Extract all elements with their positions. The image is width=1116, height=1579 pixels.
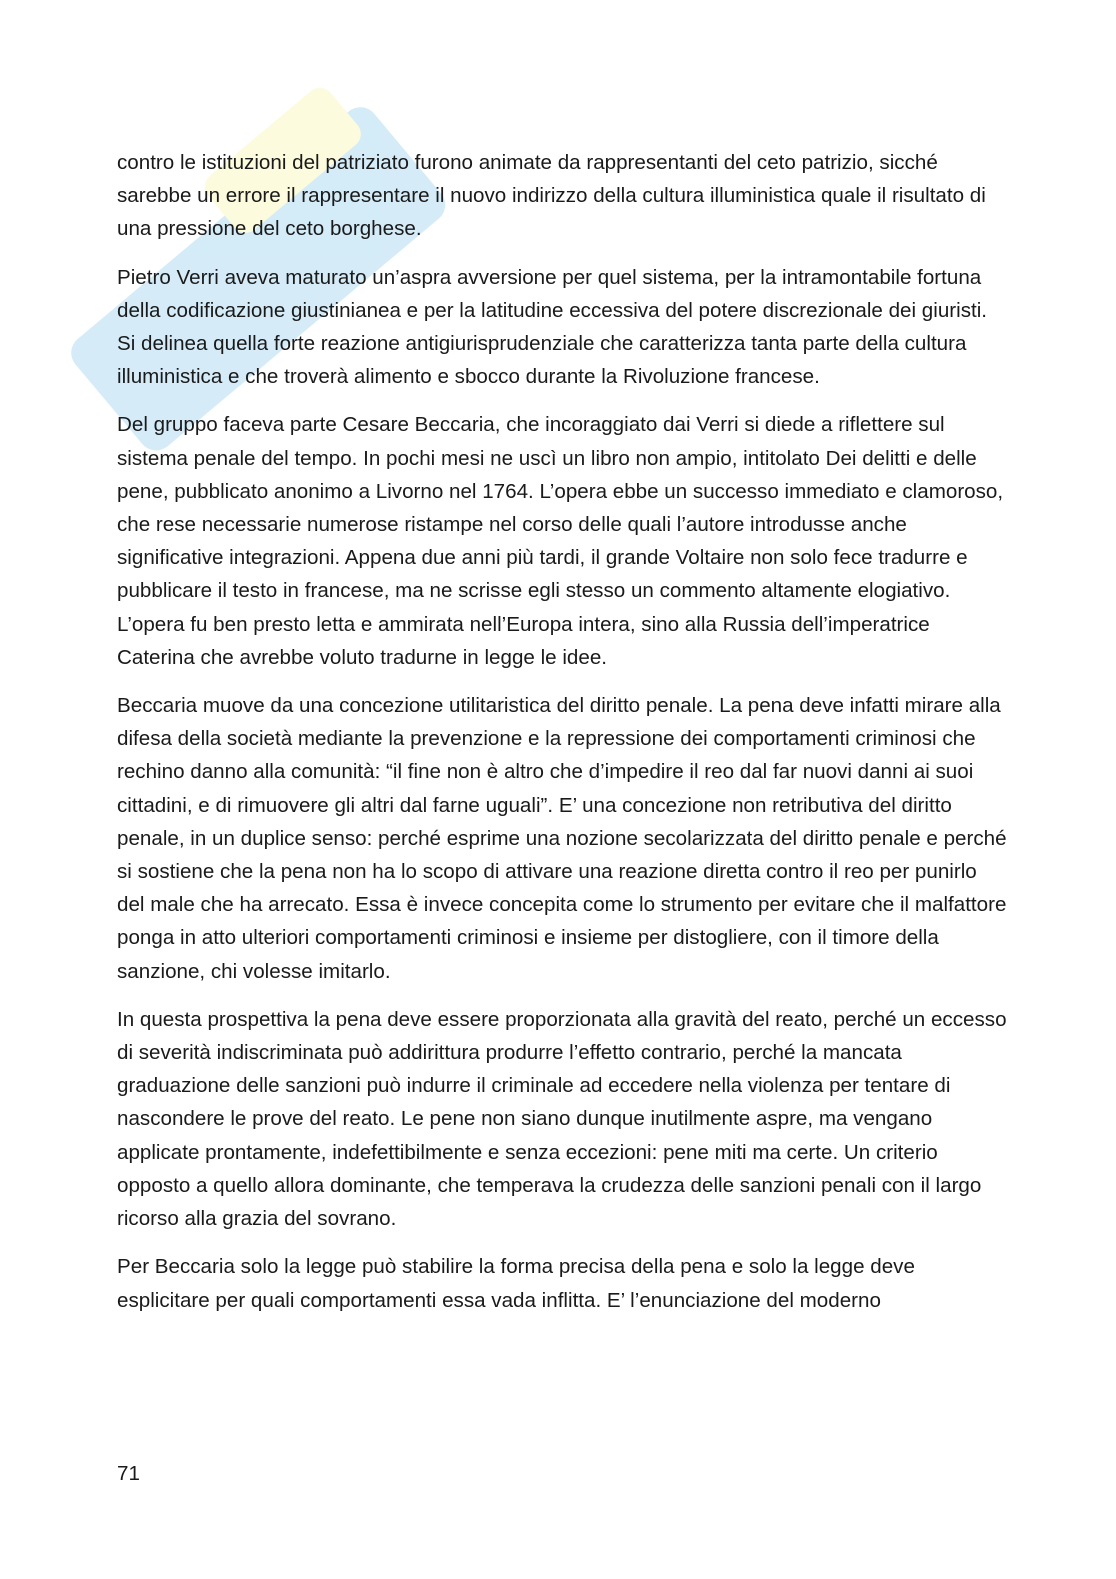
paragraph: Beccaria muove da una concezione utilitaristica del diritto penale. La pena deve infatti mirare alla difesa della società mediante la prevenzione e la repressione dei comportamenti criminosi che rechino danno alla comunità: “il fine non è altro che d’impedire il reo dal far nuovi danni ai suoi cittadini, e di rimuovere gli altri dal farne uguali”. E’ una concezione non retributiva del diritto penale, in un duplice senso: perché esprime una nozione secolarizzata del diritto penale e perché si sostiene che la pena non ha lo scopo di attivare una reazione diretta contro il reo per punirlo del male che ha arrecato. Essa è invece concepita come lo strumento per evitare che il malfattore ponga in atto ulteriori comportamenti criminosi e insieme per distogliere, con il timore della sanzione, chi volesse imitarlo. [117,694,1007,983]
paragraph: Per Beccaria solo la legge può stabilire la forma precisa della pena e solo la legge deve esplicitare per quali comportamenti essa vada inflitta. E’ l’enunciazione del moderno [117,1255,915,1312]
paragraph: Del gruppo faceva parte Cesare Beccaria, che incoraggiato dai Verri si diede a riflettere sul sistema penale del tempo. In pochi mesi ne uscì un libro non ampio, intitolato Dei delitti e delle pene, pubblicato anonimo a Livorno nel 1764. L’opera ebbe un successo immediato e clamoroso, che rese necessarie numerose ristampe nel corso delle quali l’autore introdusse anche significative integrazioni. Appena due anni più tardi, il grande Voltaire non solo fece tradurre e pubblicare il testo in francese, ma ne scrisse egli stesso un commento altamente elogiativo. L’opera fu ben presto letta e ammirata nell’Europa intera, sino alla Russia dell’imperatrice Caterina che avrebbe voluto tradurne in legge le idee. [117,413,1004,669]
paragraph: In questa prospettiva la pena deve essere proporzionata alla gravità del reato, perché un eccesso di severità indiscriminata può addirittura produrre l’effetto contrario, perché la mancata graduazione delle sanzioni può indurre il criminale ad eccedere nella violenza per tentare di nascondere le prove del reato. Le pene non siano dunque inutilmente aspre, ma vengano applicate prontamente, indefettibilmente e senza eccezioni: pene miti ma certe. Un criterio opposto a quello allora dominante, che temperava la crudezza delle sanzioni penali con il largo ricorso alla grazia del sovrano. [117,1007,1007,1231]
paragraph: contro le istituzioni del patriziato furono animate da rappresentanti del ceto patrizio, sicché sarebbe un errore il rappresentare il nuovo indirizzo della cultura illuministica quale il risultato di una pressione del ceto borghese. [117,151,986,241]
document-body [117,146,1007,1332]
page-number: 71 [117,1462,140,1485]
paragraph: Pietro Verri aveva maturato un’aspra avversione per quel sistema, per la intramontabile fortuna della codificazione giustinianea e per la latitudine eccessiva del potere discrezionale dei giuristi. Si delinea quella forte reazione antigiurisprudenziale che caratterizza tanta parte della cultura illuministica e che troverà alimento e sbocco durante la Rivoluzione francese. [117,265,988,389]
